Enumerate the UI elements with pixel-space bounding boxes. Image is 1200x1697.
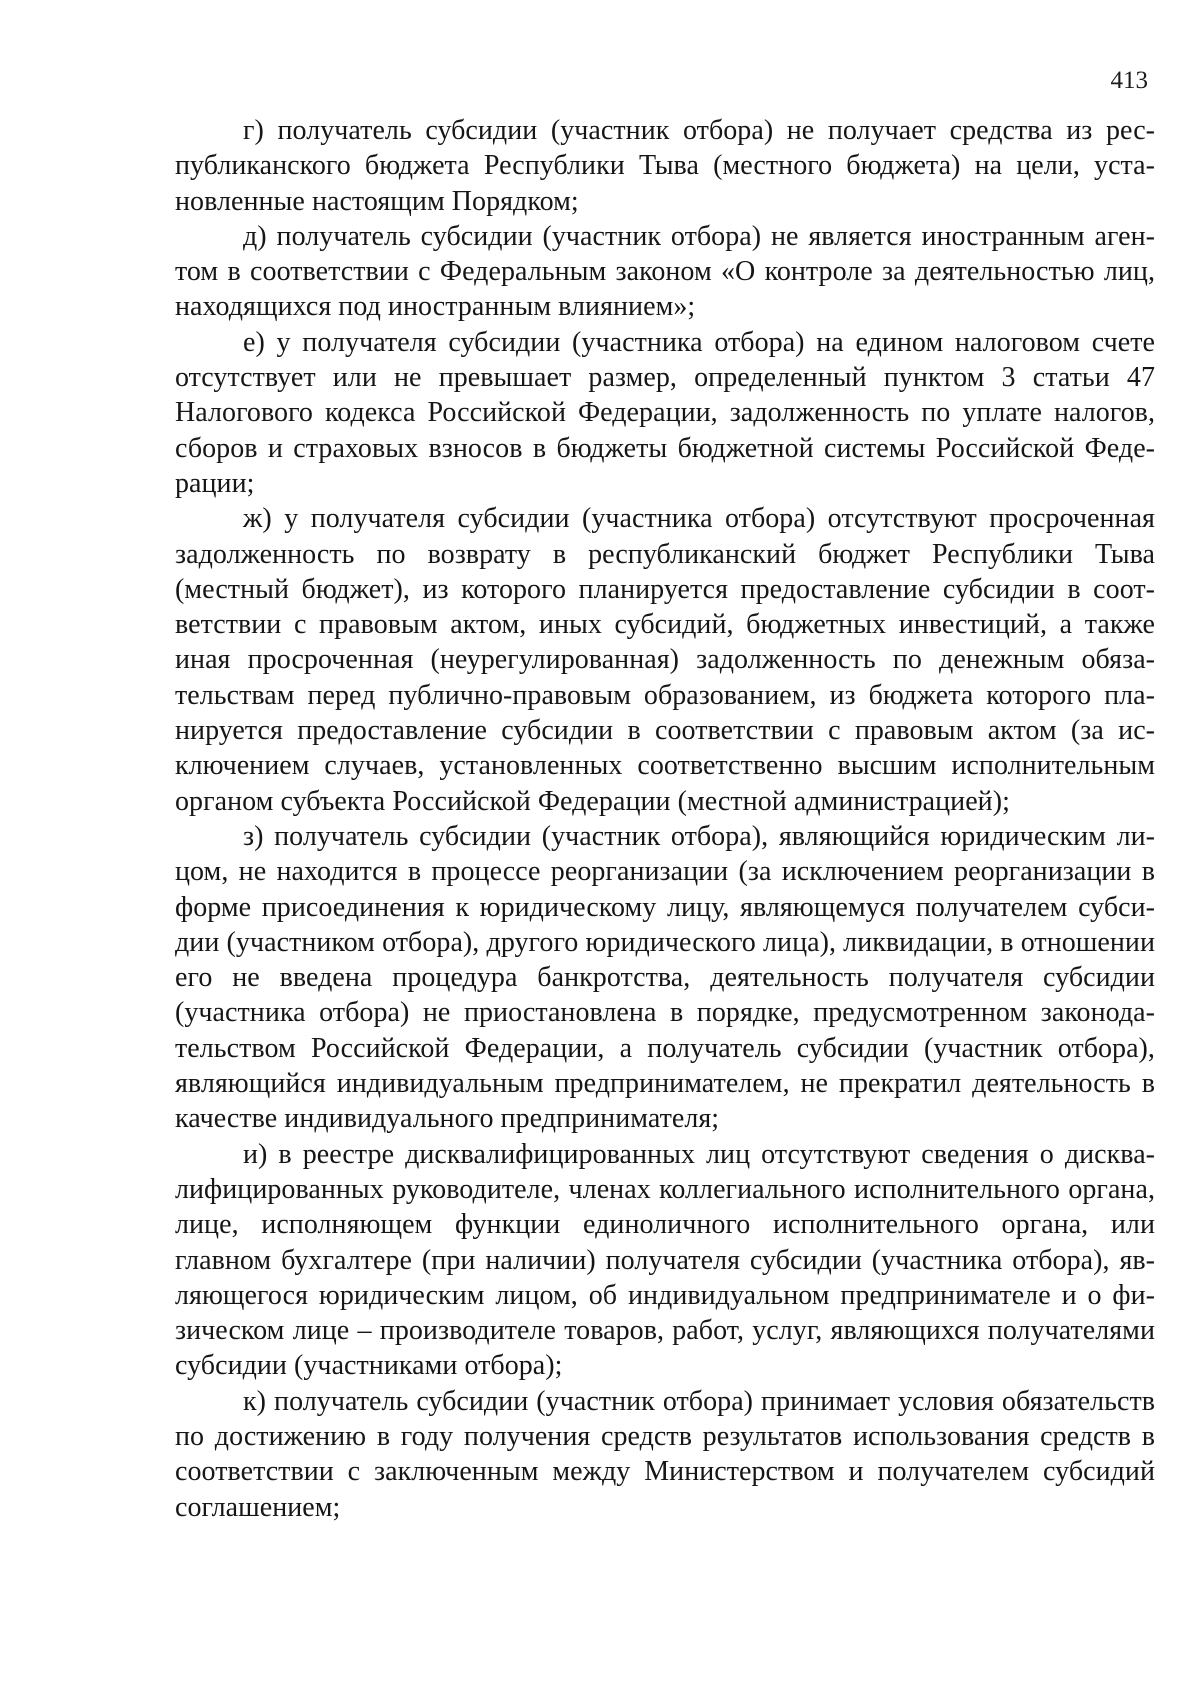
paragraph-i: и) в реестре дисквалифицированных лиц отсутствуют сведения о дисквалифицированных руководителе, членах коллегиального исполнительного органа, лице, исполняющем функции единоличного исполнительного органа, или главном бухгалтере (при наличии) получателя субсидии (участника отбора), являющегося юридическим лицом, об индивидуальном предпринимателе и о физическом лице – производителе товаров, работ, услуг, являющихся получателями субсидии (участниками отбора); [175,1138,1155,1382]
document-body [175,113,1155,1525]
paragraph-d: д) получатель субсидии (участник отбора) не является иностранным агентом в соответствии с Федеральным законом «О контроле за деятельностью лиц, находящихся под иностранным влиянием»; [175,220,1155,323]
page-number: 413 [1110,67,1148,94]
paragraph-e: е) у получателя субсидии (участника отбора) на едином налоговом счете отсутствует или не превышает размер, определенный пунктом 3 статьи 47 Налогового кодекса Российской Федерации, задолженность по уплате налогов, сборов и страховых взносов в бюджеты бюджетной системы Российской Федерации; [175,326,1155,499]
paragraph-g: г) получатель субсидии (участник отбора) не получает средства из республиканского бюджета Республики Тыва (местного бюджета) на цели, установленные настоящим Порядком; [175,115,1155,217]
paragraph-z: з) получатель субсидии (участник отбора), являющийся юридическим лицом, не находится в процессе реорганизации (за исключением реорганизации в форме присоединения к юридическому лицу, являющемуся получателем субсидии (участником отбора), другого юридического лица), ликвидации, в отношении его не введена процедура банкротства, деятельность получателя субсидии (участника отбора) не приостановлена в порядке, предусмотренном законодательством Российской Федерации, а получатель субсидии (участник отбора), являющийся индивидуальным предпринимателем, не прекратил деятельность в качестве индивидуального предпринимателя; [175,820,1155,1135]
paragraph-zh: ж) у получателя субсидии (участника отбора) отсутствуют просроченная задолженность по возврату в республиканский бюджет Республики Тыва (местный бюджет), из которого планируется предоставление субсидии в соответствии с правовым актом, иных субсидий, бюджетных инвестиций, а также иная просроченная (неурегулированная) задолженность по денежным обязательствам перед публично-правовым образованием, из бюджета которого планируется предоставление субсидии в соответствии с правовым актом (за исключением случаев, установленных соответственно высшим исполнительным органом субъекта Российской Федерации (местной администрацией); [175,503,1155,817]
paragraph-k: к) получатель субсидии (участник отбора) принимает условия обязательств по достижению в году получения средств результатов использования средств в соответствии с заключенным между Министерством и получателем субсидий соглашением; [175,1385,1155,1523]
